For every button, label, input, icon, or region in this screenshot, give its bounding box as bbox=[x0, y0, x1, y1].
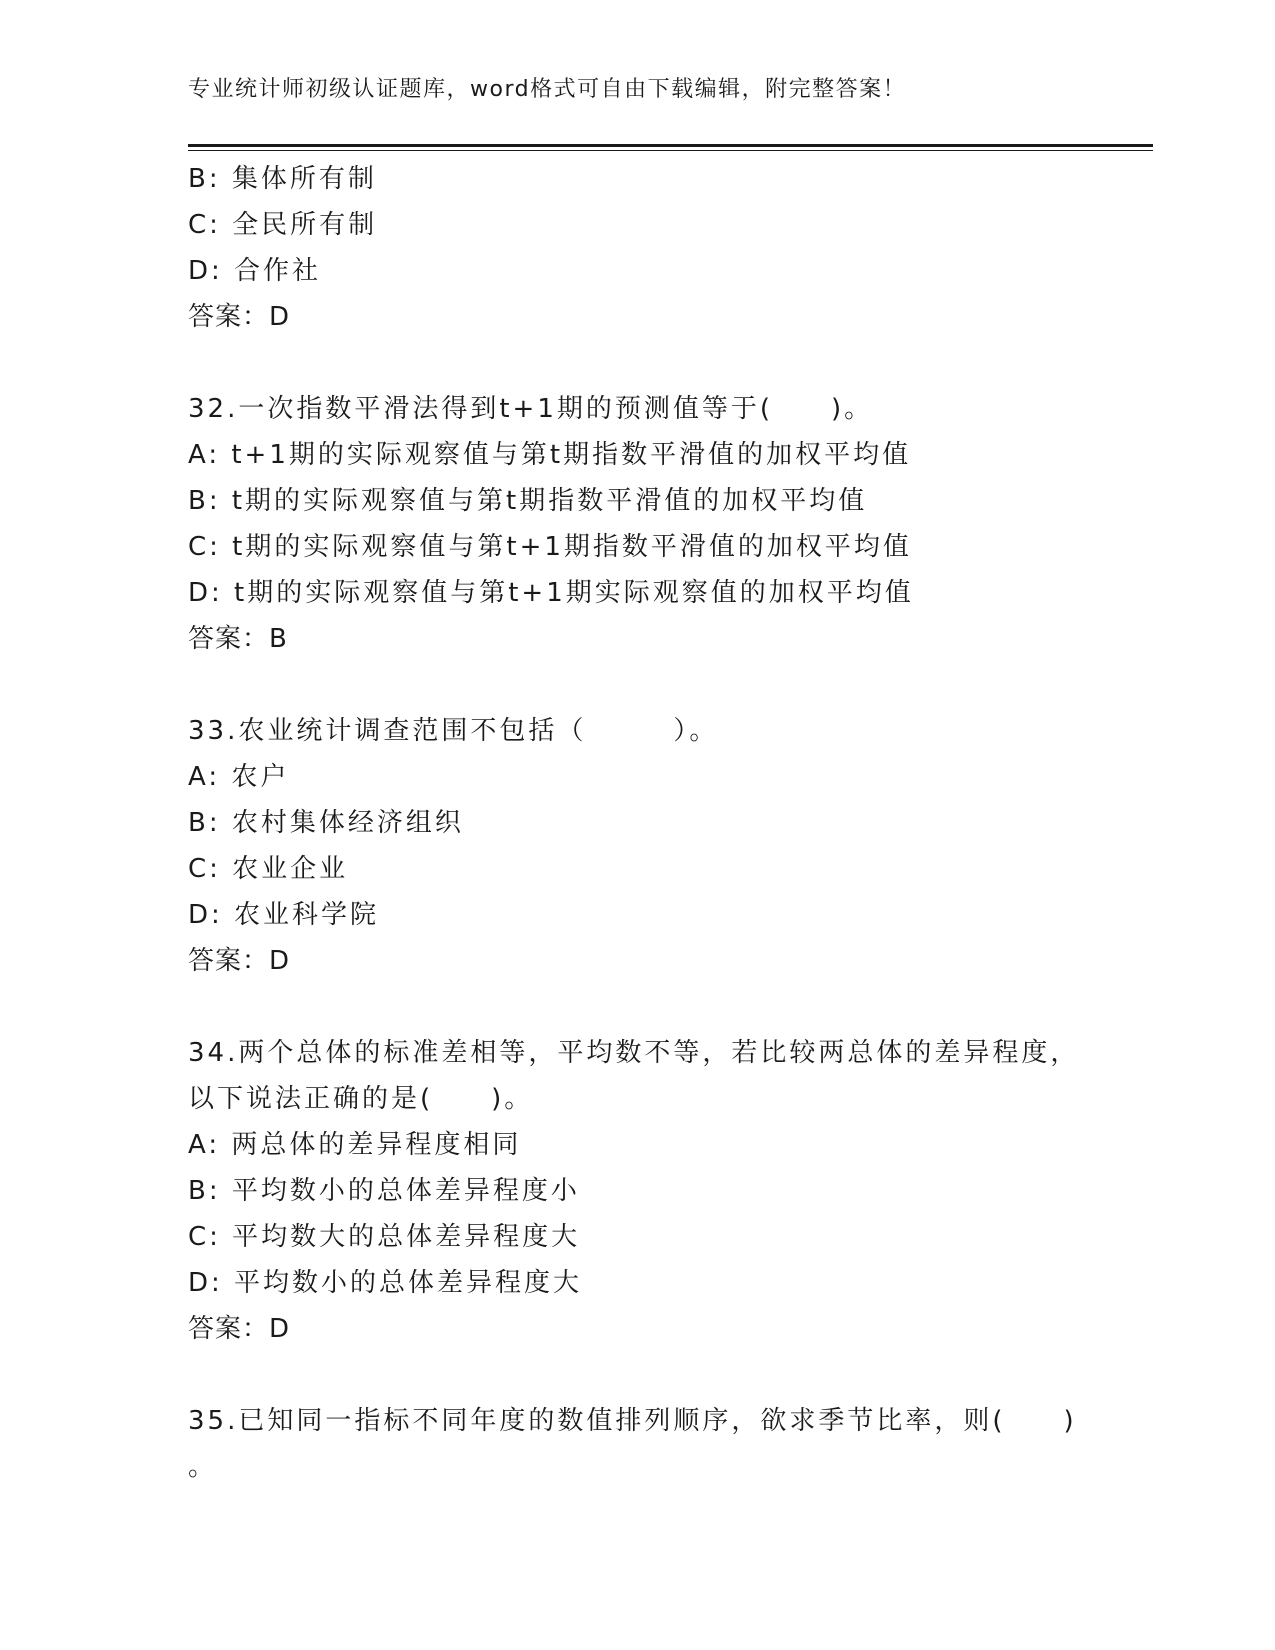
question-32 bbox=[188, 386, 1088, 662]
question-35 bbox=[188, 1398, 1088, 1490]
question-33 bbox=[188, 708, 1088, 984]
option-a: A: 农户 bbox=[188, 762, 290, 792]
option-d: D: 农业科学院 bbox=[188, 900, 380, 930]
option-c: C: 农业企业 bbox=[188, 854, 349, 884]
option-d: D: 合作社 bbox=[188, 256, 322, 286]
question-stem-line-1: 35.已知同一指标不同年度的数值排列顺序，欲求季节比率，则( ) bbox=[188, 1406, 1077, 1436]
question-stem-line-1: 34.两个总体的标准差相等，平均数不等，若比较两总体的差异程度， bbox=[188, 1038, 1080, 1068]
answer-line: 答案：D bbox=[188, 946, 291, 976]
option-a: A: t+1期的实际观察值与第t期指数平滑值的加权平均值 bbox=[188, 440, 912, 470]
spacer bbox=[188, 340, 1088, 386]
spacer bbox=[188, 662, 1088, 708]
option-d: D: 平均数小的总体差异程度大 bbox=[188, 1268, 583, 1298]
question-stem: 32.一次指数平滑法得到t+1期的预测值等于( )。 bbox=[188, 394, 874, 424]
question-34 bbox=[188, 1030, 1088, 1352]
page-header-text: 专业统计师初级认证题库，word格式可自由下载编辑，附完整答案！ bbox=[188, 77, 907, 102]
question-stem-line-2: 以下说法正确的是( )。 bbox=[188, 1084, 534, 1114]
option-c: C: 全民所有制 bbox=[188, 210, 378, 240]
option-b: B: 集体所有制 bbox=[188, 164, 377, 194]
spacer bbox=[188, 984, 1088, 1030]
option-c: C: t期的实际观察值与第t+1期指数平滑值的加权平均值 bbox=[188, 532, 912, 562]
answer-line: 答案：D bbox=[188, 1314, 291, 1344]
answer-line: 答案：D bbox=[188, 302, 291, 332]
option-d: D: t期的实际观察值与第t+1期实际观察值的加权平均值 bbox=[188, 578, 914, 608]
question-stem: 33.农业统计调查范围不包括（ ）。 bbox=[188, 716, 719, 746]
answer-line: 答案：B bbox=[188, 624, 288, 654]
spacer bbox=[188, 1352, 1088, 1398]
question-stem-line-2: 。 bbox=[188, 1452, 218, 1482]
header-divider bbox=[188, 144, 1153, 151]
question-31-fragment bbox=[188, 156, 1088, 340]
option-c: C: 平均数大的总体差异程度大 bbox=[188, 1222, 581, 1252]
option-b: B: t期的实际观察值与第t期指数平滑值的加权平均值 bbox=[188, 486, 868, 516]
option-a: A: 两总体的差异程度相同 bbox=[188, 1130, 522, 1160]
document-body bbox=[188, 156, 1088, 1490]
option-b: B: 农村集体经济组织 bbox=[188, 808, 464, 838]
option-b: B: 平均数小的总体差异程度小 bbox=[188, 1176, 580, 1206]
